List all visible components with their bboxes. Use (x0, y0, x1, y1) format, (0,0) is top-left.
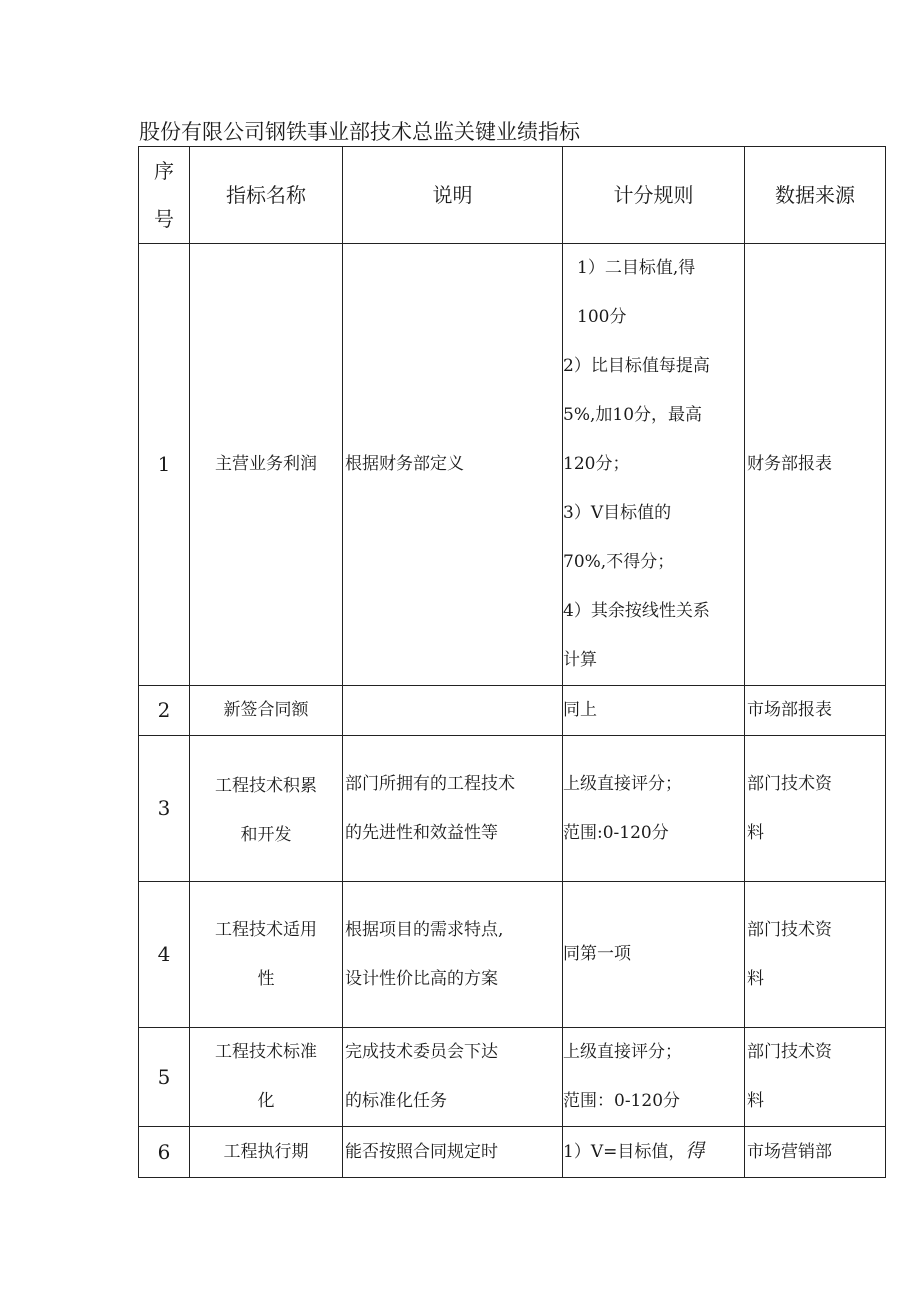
row-description: 完成技术委员会下达 的标准化任务 (343, 1028, 563, 1127)
row-scoring-rule: 同上 (563, 686, 745, 736)
row-seq: 5 (139, 1028, 190, 1127)
table-row (139, 882, 886, 1028)
header-scoring-rule: 计分规则 (563, 147, 745, 244)
row-indicator-name: 主营业务利润 (190, 244, 343, 686)
row-scoring-rule: 同第一项 (563, 882, 745, 1028)
row-scoring-rule: 上级直接评分； 范围:0-120分 (563, 736, 745, 882)
row-indicator-name: 工程执行期 (190, 1127, 343, 1178)
row-description: 根据项目的需求特点, 设计性价比高的方案 (343, 882, 563, 1028)
row-scoring-rule: 上级直接评分； 范围：0-120分 (563, 1028, 745, 1127)
table-row (139, 686, 886, 736)
row-data-source: 部门技术资 料 (745, 736, 886, 882)
header-data-source: 数据来源 (745, 147, 886, 244)
table-header-row (139, 147, 886, 244)
document-title: 股份有限公司钢铁事业部技术总监关键业绩指标 (139, 120, 580, 144)
row-description: 能否按照合同规定时 (343, 1127, 563, 1178)
row-indicator-name: 工程技术标准 化 (190, 1028, 343, 1127)
row-seq: 2 (139, 686, 190, 736)
header-description: 说明 (343, 147, 563, 244)
kpi-table (138, 146, 886, 1178)
row-data-source: 部门技术资 料 (745, 882, 886, 1028)
header-seq: 序 号 (139, 147, 190, 244)
row-data-source: 部门技术资 料 (745, 1028, 886, 1127)
row-data-source: 市场部报表 (745, 686, 886, 736)
row-scoring-rule: 1）V=目标值，得 (563, 1127, 745, 1178)
table-row (139, 244, 886, 686)
row-indicator-name: 新签合同额 (190, 686, 343, 736)
row-description: 根据财务部定义 (343, 244, 563, 686)
row-description: 部门所拥有的工程技术 的先进性和效益性等 (343, 736, 563, 882)
table-row (139, 1127, 886, 1178)
row-data-source: 财务部报表 (745, 244, 886, 686)
table-row (139, 736, 886, 882)
row-seq: 1 (139, 244, 190, 686)
row-indicator-name: 工程技术积累 和开发 (190, 736, 343, 882)
row-seq: 6 (139, 1127, 190, 1178)
row-indicator-name: 工程技术适用 性 (190, 882, 343, 1028)
row-data-source: 市场营销部 (745, 1127, 886, 1178)
row-scoring-rule: 1）二目标值,得 100分 2）比目标值每提高 5%,加10分，最高 120分； 3）V目标值的 70%,不得分； 4）其余按线性关系 计算 (563, 244, 745, 686)
header-indicator-name: 指标名称 (190, 147, 343, 244)
table-row (139, 1028, 886, 1127)
row-seq: 3 (139, 736, 190, 882)
row-description (343, 686, 563, 736)
row-seq: 4 (139, 882, 190, 1028)
